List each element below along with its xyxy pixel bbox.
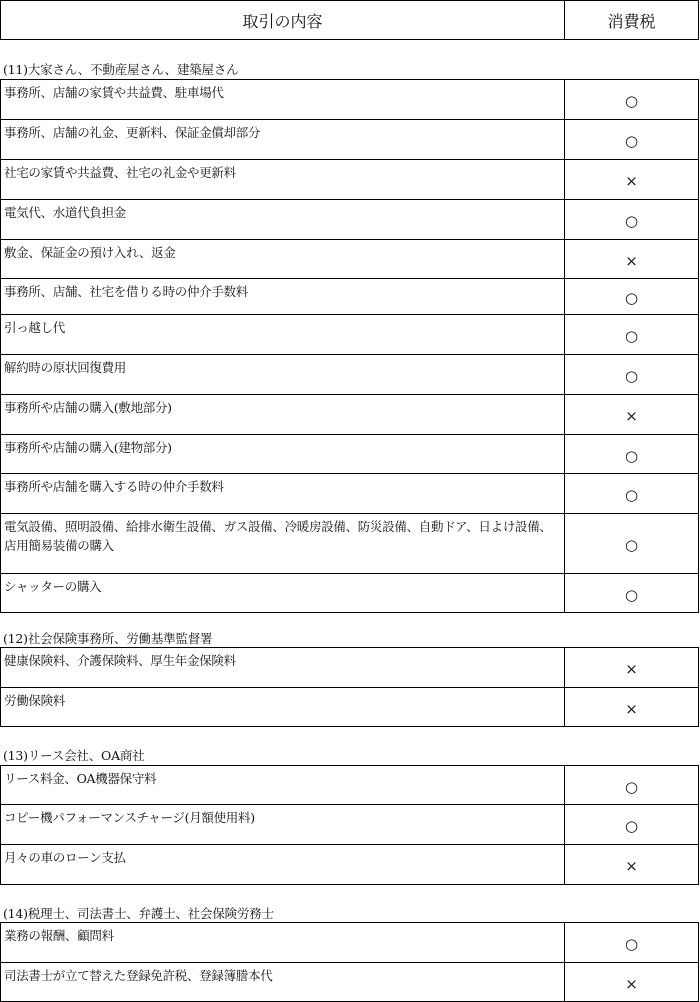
row-description: 事務所や店舗の購入(建物部分) [1,435,565,473]
table-row [1,805,698,845]
row-description: リース料金、OA機器保守料 [1,766,565,804]
row-description: 引っ越し代 [1,315,565,354]
table-row [1,474,698,514]
table-row [1,648,698,688]
row-description: 労働保険料 [1,688,565,726]
row-tax-mark: ○ [624,536,639,554]
row-description: 事務所や店舗を購入する時の仲介手数料 [1,474,565,513]
row-description: 敷金、保証金の預け入れ、返金 [1,240,565,278]
section-table-12 [0,647,699,727]
header-consumption-tax: 消費税 [607,11,656,31]
header-transaction: 取引の内容 [1,1,565,39]
row-tax-mark: × [625,660,638,678]
row-description: 事務所、店舗の家賃や共益費、駐車場代 [1,80,565,119]
table-row [1,395,698,435]
table-row [1,240,698,279]
section-title-13: (13)リース会社、OA商社 [3,748,145,763]
section-title-11: (11)大家さん、不動産屋さん、建築屋さん [3,62,239,77]
row-tax-mark: ○ [624,446,639,465]
section-table-13 [0,765,699,885]
row-description: シャッターの購入 [1,574,565,612]
row-tax-mark: × [625,699,638,718]
row-description: 業務の報酬、顧問料 [1,923,565,962]
row-description: 事務所や店舗の購入(敷地部分) [1,395,565,434]
row-tax-mark: ○ [624,289,639,307]
row-tax-mark: ○ [624,92,639,110]
row-tax-mark: × [625,857,638,875]
section-title-14: (14)税理士、司法書士、弁護士、社会保険労務士 [3,906,274,921]
table-row [1,766,698,805]
row-description: 健康保険料、介護保険料、厚生年金保険料 [1,648,565,687]
table-row [1,435,698,474]
row-description: 司法書士が立て替えた登録免許税、登録簿謄本代 [1,963,565,1001]
row-description: 事務所、店舗の礼金、更新料、保証金償却部分 [1,120,565,159]
row-description: 解約時の原状回復費用 [1,355,565,394]
table-row [1,574,698,613]
row-tax-mark: × [625,974,638,993]
table-row [1,923,698,963]
row-tax-mark: ○ [624,132,639,150]
row-tax-mark: ○ [624,817,639,835]
row-description: 電気設備、照明設備、給排水衛生設備、ガス設備、冷暖房設備、防災設備、自動ドア、日よけ設備、店用簡易装備の購入 [1,514,565,573]
row-tax-mark: ○ [624,327,639,345]
row-tax-mark: ○ [624,212,639,230]
table-row [1,200,698,240]
table-header [0,0,699,40]
table-row [1,80,698,120]
table-row [1,845,698,885]
row-tax-mark: × [625,251,638,270]
row-tax-mark: × [625,407,638,425]
section-table-11 [0,79,699,613]
row-tax-mark: × [625,172,638,190]
row-tax-mark: ○ [624,935,639,953]
row-tax-mark: ○ [624,486,639,504]
row-tax-mark: ○ [624,585,639,604]
row-description: 月々の車のローン支払 [1,845,565,884]
row-tax-mark: ○ [624,777,639,796]
table-row [1,315,698,355]
row-tax-mark: ○ [624,367,639,385]
row-description: コピー機パフォーマンスチャージ(月額使用料) [1,805,565,844]
table-row [1,963,698,1002]
table-row [1,120,698,160]
row-description: 電気代、水道代負担金 [1,200,565,239]
table-row [1,279,698,315]
table-row [1,355,698,395]
table-row [1,688,698,727]
section-title-12: (12)社会保険事務所、労働基準監督署 [3,631,213,646]
row-description: 社宅の家賃や共益費、社宅の礼金や更新料 [1,160,565,199]
table-row [1,160,698,200]
table-row [1,514,698,574]
row-description: 事務所、店舗、社宅を借りる時の仲介手数料 [1,279,565,314]
section-table-14 [0,922,699,1002]
